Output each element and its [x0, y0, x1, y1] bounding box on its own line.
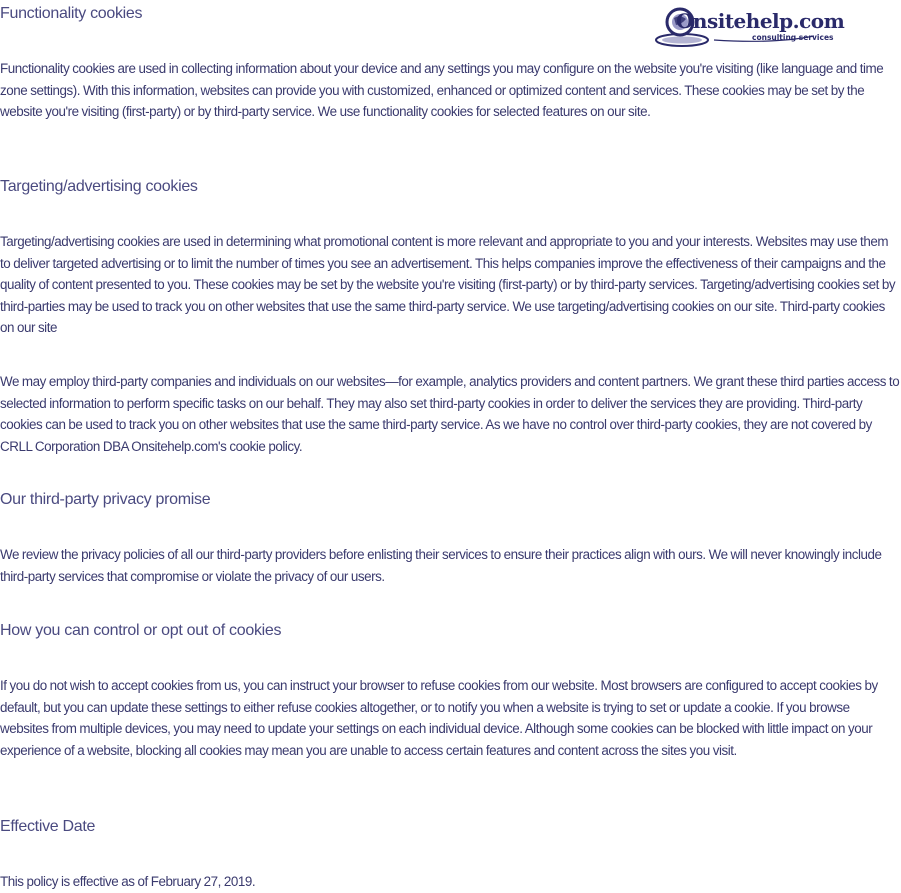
- paragraph-effective-date: This policy is effective as of February 27, 2019.: [0, 874, 256, 889]
- logo-tagline: consulting services: [752, 33, 834, 42]
- onsitehelp-logo[interactable]: [654, 6, 854, 48]
- heading-effective-date: Effective Date: [0, 818, 96, 835]
- heading-control-cookies: How you can control or opt out of cookies: [0, 622, 282, 639]
- logo-wordmark: Onsitehelp.com: [676, 9, 845, 33]
- paragraph-targeting-cookies: Targeting/advertising cookies are used in determining what promotional content is more relevant and appropriate to you and your interests. Websites may use them to deliver targeted advertising or to limit the number of times you see an advertisement. This helps companies improve the effectiveness of their campaigns and the quality of content presented to you. These cookies may be set by the website you're visiting (first-party) or by third-party services. Targeting/advertising cookies set by third-parties may be used to track you on other websites that use the same third-party service. We use targeting/advertising cookies on our site. Third-party cookies on our site: [0, 234, 896, 335]
- paragraph-functionality-cookies: Functionality cookies are used in collecting information about your device and any settings you may configure on the website you're visiting (like language and time zone settings). With this information, websites can provide you with customized, enhanced or optimized content and services. These cookies may be set by the website you're visiting (first-party) or by third-party service. We use functionality cookies for selected features on our site.: [0, 61, 884, 119]
- heading-privacy-promise: Our third-party privacy promise: [0, 491, 211, 508]
- paragraph-privacy-promise: We review the privacy policies of all our third-party providers before enlisting their services to ensure their practices align with ours. We will never knowingly include third-party services that compromise or violate the privacy of our users.: [0, 547, 882, 584]
- paragraph-third-party-cookies: We may employ third-party companies and individuals on our websites—for example, analytics providers and content partners. We grant these third parties access to selected information to perform specific tasks on our behalf. They may also set third-party cookies in order to deliver the services they are providing. Third-party cookies can be used to track you on other websites that use the same third-party service. As we have no control over third-party cookies, they are not covered by CRLL Corporation DBA Onsitehelp.com's cookie policy.: [0, 374, 900, 454]
- heading-targeting-cookies: Targeting/advertising cookies: [0, 178, 198, 195]
- heading-functionality-cookies: Functionality cookies: [0, 5, 143, 22]
- paragraph-control-cookies: If you do not wish to accept cookies from us, you can instruct your browser to refuse cookies from our website. Most browsers are configured to accept cookies by default, but you can update these settings to either refuse cookies altogether, or to notify you when a website is trying to set or update a cookie. If you browse websites from multiple devices, you may need to update your settings on each individual device. Although some cookies can be blocked with little impact on your experience of a website, blocking all cookies may mean you are unable to access certain features and content across the sites you visit.: [0, 678, 878, 758]
